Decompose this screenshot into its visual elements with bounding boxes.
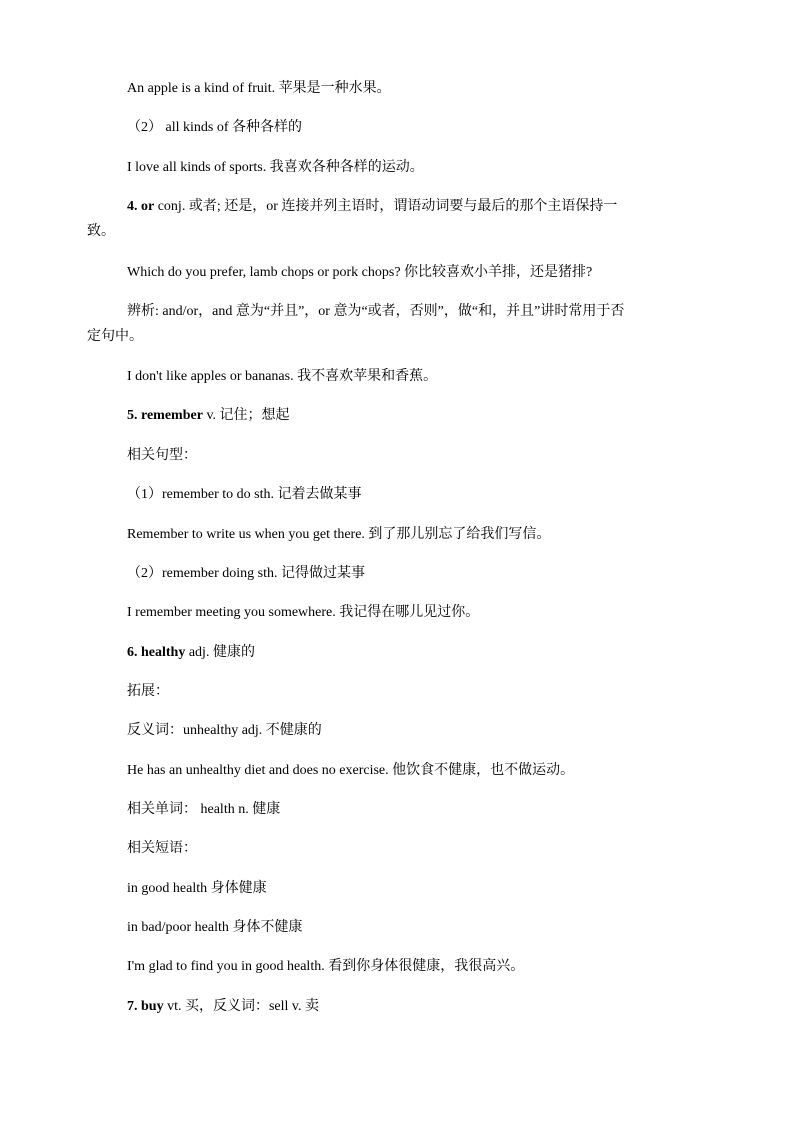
related-word-health: 相关单词： health n. 健康 [127, 802, 281, 817]
example-sentence-apples-bananas: I don't like apples or bananas. 我不喜欢苹果和香蕉。 [127, 369, 438, 384]
entry-or-definition-continued: 致。 [87, 224, 115, 239]
entry-healthy-definition: adj. 健康的 [185, 645, 255, 660]
example-sentence-lamb-chops: Which do you prefer, lamb chops or pork chops? 你比较喜欢小羊排，还是猪排? [127, 265, 593, 280]
example-sentence-write-us: Remember to write us when you get there. 到了那儿别忘了给我们写信。 [127, 527, 551, 542]
related-phrases-label: 相关短语： [127, 841, 197, 856]
entry-buy-definition: vt. 买，反义词：sell v. 卖 [163, 999, 319, 1014]
example-sentence-unhealthy-diet: He has an unhealthy diet and does no exercise. 他饮食不健康，也不做运动。 [127, 763, 575, 778]
entry-healthy [127, 644, 255, 662]
phrase-in-bad-poor-health: in bad/poor health 身体不健康 [127, 920, 303, 935]
example-sentence-meeting: I remember meeting you somewhere. 我记得在哪儿见过你。 [127, 605, 480, 620]
example-sentence-fruit: An apple is a kind of fruit. 苹果是一种水果。 [127, 81, 391, 96]
example-sentence-good-health: I'm glad to find you in good health. 看到你身体很健康，我很高兴。 [127, 959, 525, 974]
entry-or-headword: 4. or [127, 199, 155, 214]
entry-remember-definition: v. 记住；想起 [202, 408, 290, 423]
antonym-unhealthy: 反义词：unhealthy adj. 不健康的 [127, 723, 322, 738]
entry-buy [127, 998, 319, 1016]
entry-buy-headword: 7. buy [127, 999, 164, 1014]
related-patterns-label: 相关句型： [127, 448, 197, 463]
entry-remember-headword: 5. remember [127, 408, 203, 423]
pattern-remember-doing: （2）remember doing sth. 记得做过某事 [127, 566, 365, 581]
phrase-all-kinds-of: （2） all kinds of 各种各样的 [127, 120, 302, 135]
entry-or [127, 198, 617, 216]
example-sentence-sports: I love all kinds of sports. 我喜欢各种各样的运动。 [127, 160, 424, 175]
extension-label: 拓展： [127, 684, 169, 699]
phrase-in-good-health: in good health 身体健康 [127, 881, 267, 896]
analysis-and-or-continued: 定句中。 [87, 329, 143, 344]
entry-or-definition: conj. 或者; 还是，or 连接并列主语时，谓语动词要与最后的那个主语保持一 [154, 199, 618, 214]
pattern-remember-to-do: （1）remember to do sth. 记着去做某事 [127, 487, 362, 502]
analysis-and-or: 辨析: and/or，and 意为“并且”，or 意为“或者，否则”，做“和，并且”讲时常用于否 [127, 304, 625, 319]
entry-remember [127, 407, 290, 425]
entry-healthy-headword: 6. healthy [127, 645, 186, 660]
